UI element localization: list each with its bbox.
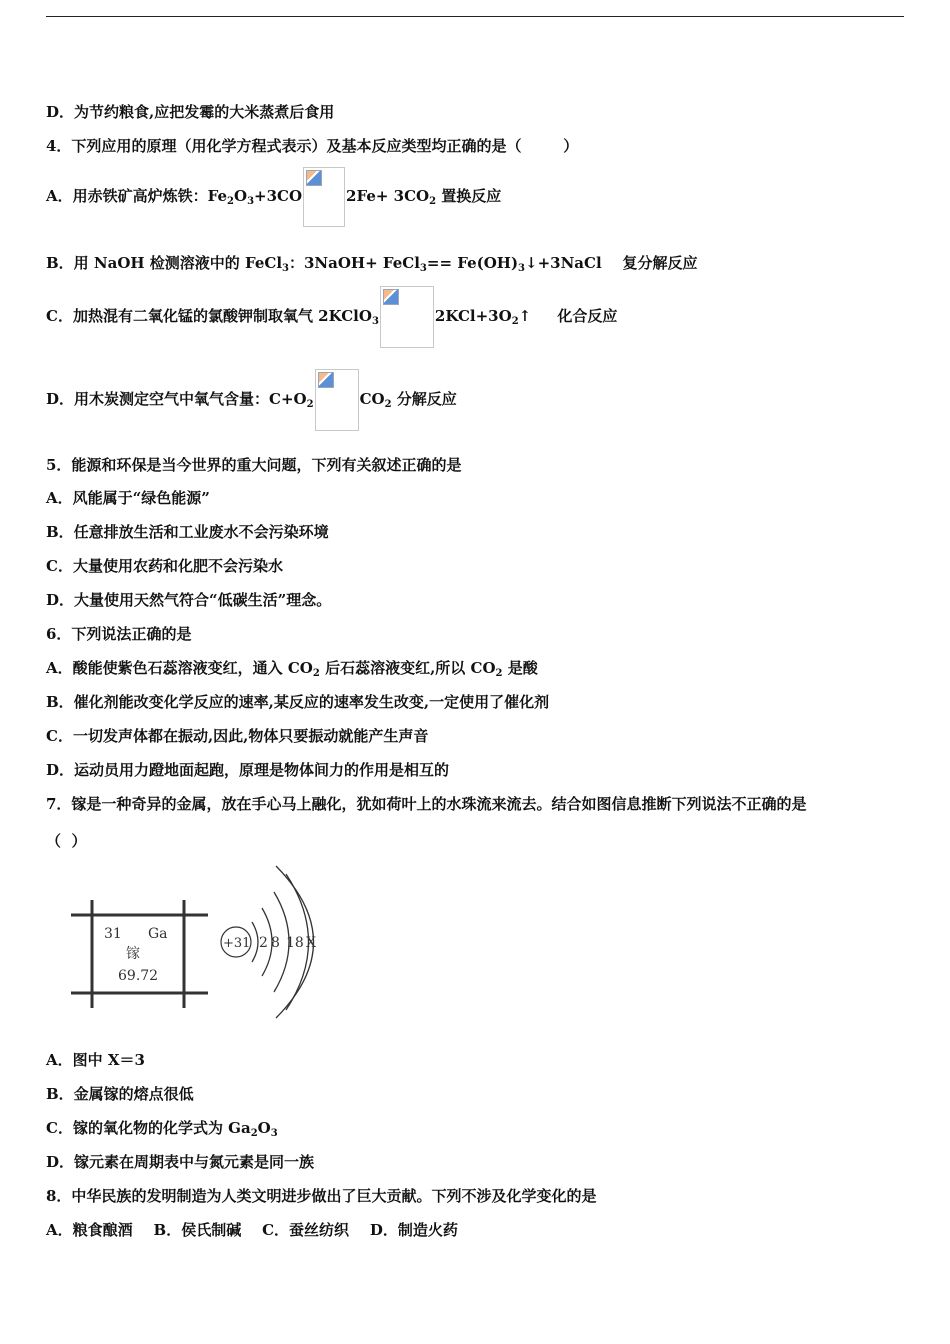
q4-option-b: B．用 NaOH 检测溶液中的 FeCl$_3$：3NaOH+ FeCl$_3$== $Fe(OH)_3↓+3NaCl$ 复分解反应 — [46, 254, 698, 274]
q4-option-d: D．用木炭测定空气中氧气含量：$C+O_2$ $CO_2$ 分解反应 — [46, 368, 457, 431]
q5-option-d: D．大量使用天然气符合“低碳生活”理念。 — [46, 591, 332, 609]
q8-stem: 8．中华民族的发明制造为人类文明进步做出了巨大贡献。下列不涉及化学变化的是 — [46, 1187, 597, 1205]
gallium-element-diagram — [66, 862, 336, 1022]
q6-option-c: C．一切发声体都在振动,因此,物体只要振动就能产生声音 — [46, 727, 429, 745]
element-name: 镓 — [126, 946, 140, 962]
q4-option-a: A．用赤铁矿高炉炼铁：$Fe_2O_3+3CO$ $2Fe+ 3CO_2$ 置换反应 — [46, 166, 501, 227]
q7-option-a: A．图中 X＝3 — [46, 1051, 145, 1069]
atomic-mass: 69.72 — [118, 968, 159, 984]
q7-option-d: D．镓元素在周期表中与氮元素是同一族 — [46, 1153, 315, 1171]
q7-stem: 7．镓是一种奇异的金属，放在手心马上融化，犹如荷叶上的水珠流来流去。结合如图信息推断下列说法不正确的是 — [46, 795, 807, 813]
broken-image-icon — [380, 286, 434, 348]
broken-image-icon — [315, 369, 359, 431]
shell-1-count: 2 — [259, 935, 268, 951]
q6-option-d: D．运动员用力蹬地面起跑，原理是物体间力的作用是相互的 — [46, 761, 450, 779]
shell-4-count: X — [306, 935, 316, 951]
q5-option-b: B．任意排放生活和工业废水不会污染环境 — [46, 523, 329, 541]
q6-option-b: B．催化剂能改变化学反应的速率,某反应的速率发生改变,一定使用了催化剂 — [46, 693, 550, 711]
shell-3-count: 18 — [286, 935, 304, 951]
nucleus-charge: +31 — [223, 936, 251, 951]
q5-option-c: C．大量使用农药和化肥不会污染水 — [46, 557, 283, 575]
shell-2-count: 8 — [271, 935, 280, 951]
broken-image-icon — [303, 167, 345, 227]
q3-option-d: D．为节约粮食,应把发霉的大米蒸煮后食用 — [46, 103, 335, 121]
q7-option-b: B．金属镓的熔点很低 — [46, 1085, 194, 1103]
q7-bracket: （ ） — [46, 832, 87, 850]
header-rule — [46, 16, 904, 17]
q5-option-a: A．风能属于“绿色能源” — [46, 489, 210, 507]
element-symbol: Ga — [148, 926, 168, 942]
q5-stem: 5．能源和环保是当今世界的重大问题，下列有关叙述正确的是 — [46, 456, 462, 474]
q6-stem: 6．下列说法正确的是 — [46, 625, 192, 643]
q4-option-c: C．加热混有二氧化锰的氯酸钾制取氧气 2KClO$_3$ $2KCl+3O_2↑$ 化合反应 — [46, 285, 617, 348]
q4-stem: 4．下列应用的原理（用化学方程式表示）及基本反应类型均正确的是（ ） — [46, 137, 579, 155]
q7-option-c: C．镓的氧化物的化学式为 $Ga_2O_3$ — [46, 1119, 278, 1139]
atomic-number: 31 — [104, 926, 122, 942]
q6-option-a: A．酸能使紫色石蕊溶液变红，通入 $CO_2$ 后石蕊溶液变红,所以 $CO_2$ 是酸 — [46, 659, 538, 679]
gallium-figure — [66, 862, 336, 1022]
q8-options: A．粮食酿酒 B．侯氏制碱 C．蚕丝纺织 D．制造火药 — [46, 1221, 458, 1239]
